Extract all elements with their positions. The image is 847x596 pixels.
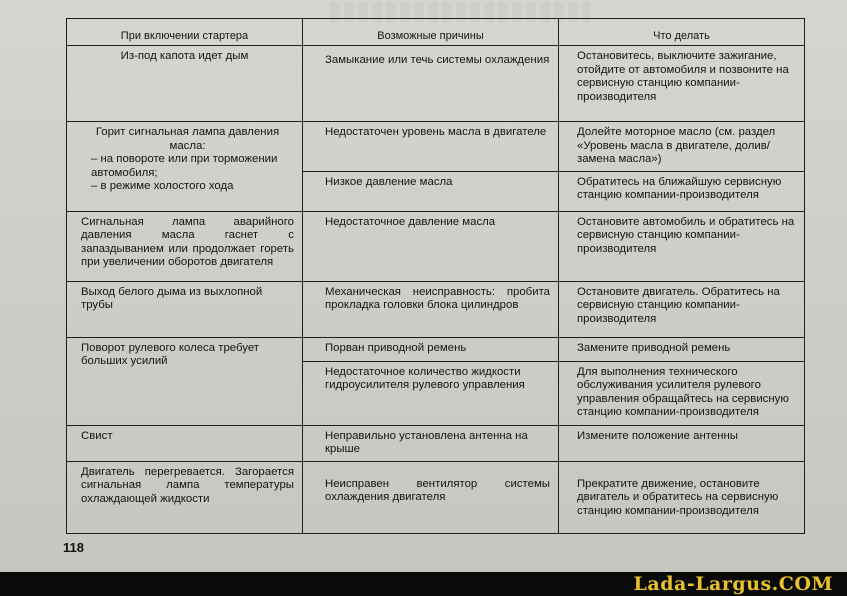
troubleshooting-table [66,18,805,534]
action-cell [559,425,805,461]
table-row [67,281,805,337]
table-row [67,337,805,361]
symptom-cell [67,122,303,212]
action-cell [559,171,805,211]
cause-cell [303,361,559,425]
table-row [67,425,805,461]
symptom-text: Горит сигнальная лампа давления масла: [95,126,280,152]
action-text: Остановите автомобиль и обратитесь на сервисную станцию компании-производителя [577,215,795,255]
header-causes: Возможные причины [303,19,559,46]
action-text: Остановитесь, выключите зажигание, отойдите от автомобиля и позвоните на сервисную станцию компании-производителя [577,50,789,103]
symptom-cell [67,211,303,281]
cause-text: Порван приводной ремень [325,341,467,354]
symptom-cell [67,425,303,461]
symptom-cell [67,337,303,425]
page-number: 118 [63,540,84,555]
symptom-text: Поворот рулевого колеса требует больших усилий [81,341,260,367]
site-watermark: Lada-Largus.COM [633,573,833,595]
cause-cell [303,281,559,337]
cause-text: Низкое давление масла [325,175,453,188]
action-cell [559,337,805,361]
cause-cell [303,211,559,281]
table-row [67,461,805,533]
table-row [67,46,805,122]
symptom-text: – в режиме холостого хода [91,180,234,192]
symptom-text: Двигатель перегревается. Загорается сигнальная лампа температуры охлаждающей жидкости [81,465,294,505]
cause-cell [303,461,559,533]
action-text: Обратитесь на ближайшую сервисную станцию компании-производителя [577,175,782,201]
cause-text: Недостаточное давление масла [325,215,496,228]
symptom-text: Сигнальная лампа аварийного давления масла гаснет с запаздыванием или продолжает гореть при увеличении оборотов двигателя [81,215,294,268]
cause-text: Неправильно установлена антенна на крыше [325,429,528,455]
symptom-cell [67,46,303,122]
cause-cell [303,171,559,211]
action-text: Измените положение антенны [577,429,738,442]
cause-text: Недостаточное количество жидкости гидроусилителя рулевого управления [325,365,525,391]
action-text: Остановите двигатель. Обратитесь на сервисную станцию компании-производителя [577,285,780,325]
cause-cell [303,122,559,172]
symptom-cell [67,281,303,337]
action-cell [559,46,805,122]
action-text: Долейте моторное масло (см. раздел «Уровень масла в двигателе, долив/замена масла») [577,126,776,165]
action-text: Замените приводной ремень [577,341,731,354]
symptom-text: Выход белого дыма из выхлопной трубы [81,285,263,311]
table-row [67,122,805,172]
action-cell [559,461,805,533]
header-action: Что делать [559,19,805,46]
action-cell [559,122,805,172]
action-text: Для выполнения технического обслуживания усилителя рулевого управления обращайтесь на сервисную станцию компании-производителя [577,365,789,418]
cause-cell [303,425,559,461]
action-cell [559,361,805,425]
symptom-cell [67,461,303,533]
cause-cell [303,46,559,122]
action-cell [559,211,805,281]
symptom-text: – на повороте или при торможении автомобиля; [91,153,278,179]
cause-text: Неисправен вентилятор системы охлаждения двигателя [325,477,550,503]
cause-text: Недостаточен уровень масла в двигателе [325,126,547,138]
action-cell [559,281,805,337]
cause-text: Механическая неисправность: пробита прокладка головки блока цилиндров [325,285,550,311]
table-header-row [67,19,805,46]
symptom-text: Свист [81,429,113,442]
table-row [67,211,805,281]
cause-text: Замыкание или течь системы охлаждения [325,54,550,66]
symptom-text: Из-под капота идет дым [120,50,249,62]
action-text: Прекратите движение, остановите двигатель и обратитесь на сервисную станцию компании-производителя [577,477,779,517]
header-symptom: При включении стартера [67,19,303,46]
cause-cell [303,337,559,361]
